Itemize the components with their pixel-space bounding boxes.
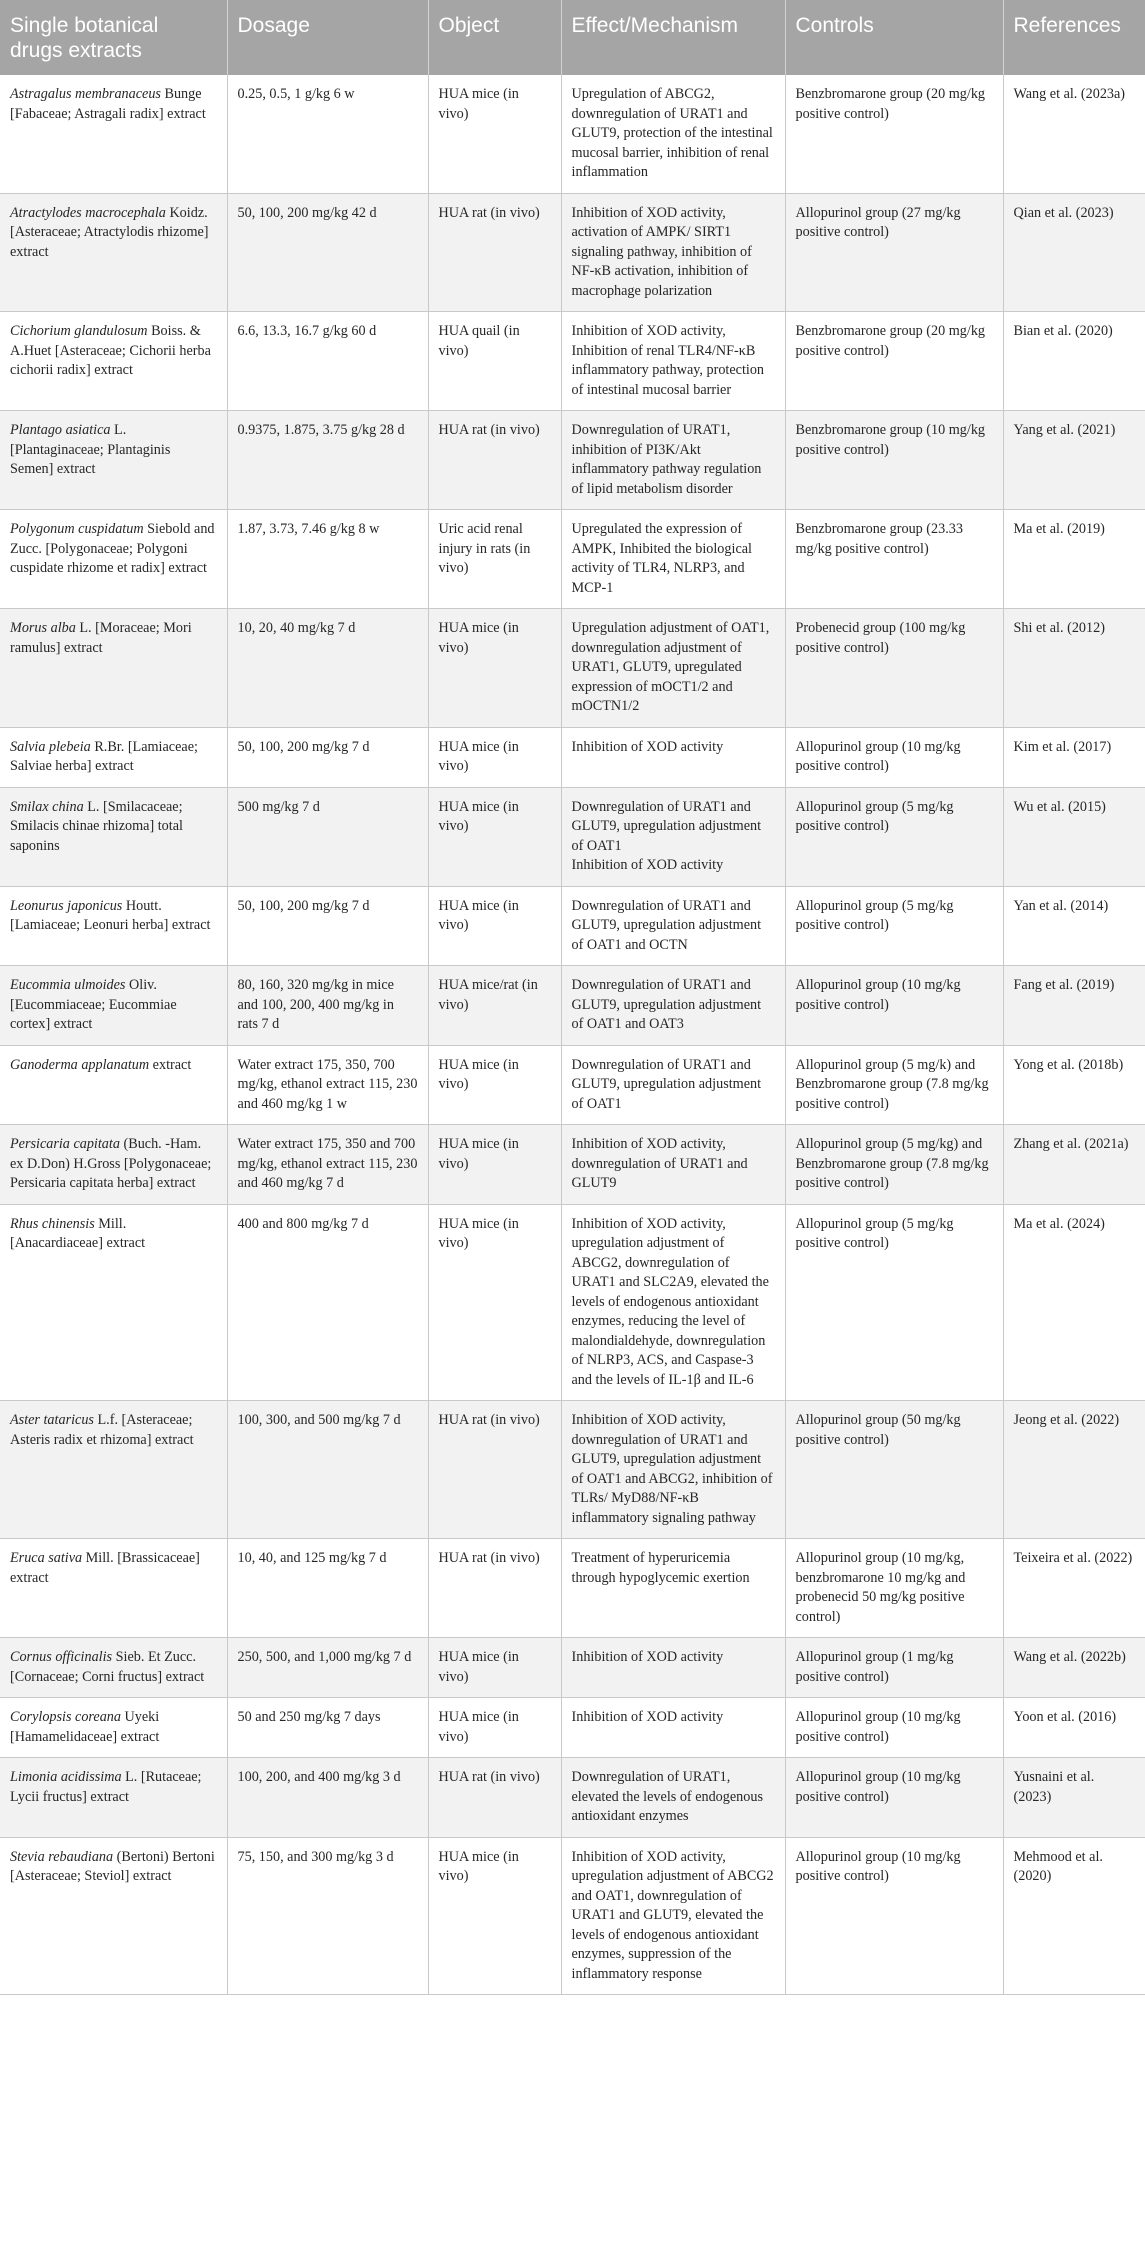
controls-cell: Benzbromarone group (20 mg/kg positive control): [785, 312, 1003, 411]
effect-cell: Inhibition of XOD activity, upregulation adjustment of ABCG2 and OAT1, downregulation of URAT1 and GLUT9, elevated the levels of endogenous antioxidant enzymes, suppression of the inflammatory response: [561, 1837, 785, 1995]
table-row: [0, 75, 1145, 193]
reference-cell: Ma et al. (2019): [1003, 510, 1145, 609]
taxon-name: Persicaria capitata: [10, 1136, 120, 1152]
effect-cell: Inhibition of XOD activity: [561, 1638, 785, 1698]
taxon-name: Polygonum cuspidatum: [10, 521, 144, 537]
object-cell: HUA mice (in vivo): [428, 1125, 561, 1205]
taxon-name: Eruca sativa: [10, 1550, 83, 1566]
object-cell: HUA quail (in vivo): [428, 312, 561, 411]
header-dosage: Dosage: [227, 0, 428, 75]
dosage-cell: 50, 100, 200 mg/kg 42 d: [227, 193, 428, 312]
table-header: [0, 0, 1145, 75]
taxon-name: Cichorium glandulosum: [10, 323, 148, 339]
header-controls: Controls: [785, 0, 1003, 75]
dosage-cell: 500 mg/kg 7 d: [227, 787, 428, 886]
dosage-cell: 100, 200, and 400 mg/kg 3 d: [227, 1758, 428, 1838]
object-cell: HUA mice (in vivo): [428, 609, 561, 728]
effect-cell: Inhibition of XOD activity, downregulation of URAT1 and GLUT9, upregulation adjustment of OAT1 and ABCG2, inhibition of TLRs/ MyD88/NF-κB inflammatory signaling pathway: [561, 1401, 785, 1539]
controls-cell: Allopurinol group (10 mg/kg positive control): [785, 966, 1003, 1046]
dosage-cell: 80, 160, 320 mg/kg in mice and 100, 200, 400 mg/kg in rats 7 d: [227, 966, 428, 1046]
extract-cell: Astragalus membranaceus Bunge [Fabaceae; Astragali radix] extract: [0, 75, 227, 193]
effect-cell: Inhibition of XOD activity, downregulation of URAT1 and GLUT9: [561, 1125, 785, 1205]
controls-cell: Allopurinol group (10 mg/kg, benzbromarone 10 mg/kg and probenecid 50 mg/kg positive control): [785, 1539, 1003, 1638]
dosage-cell: 250, 500, and 1,000 mg/kg 7 d: [227, 1638, 428, 1698]
table-row: [0, 312, 1145, 411]
controls-cell: Allopurinol group (10 mg/kg positive control): [785, 1758, 1003, 1838]
extract-cell: Morus alba L. [Moraceae; Mori ramulus] extract: [0, 609, 227, 728]
extract-cell: Aster tataricus L.f. [Asteraceae; Asteris radix et rhizoma] extract: [0, 1401, 227, 1539]
reference-cell: Yan et al. (2014): [1003, 886, 1145, 966]
table-row: [0, 411, 1145, 510]
reference-cell: Shi et al. (2012): [1003, 609, 1145, 728]
effect-cell: Inhibition of XOD activity, Inhibition of renal TLR4/NF-κB inflammatory pathway, protection of intestinal mucosal barrier: [561, 312, 785, 411]
table-row: [0, 1539, 1145, 1638]
object-cell: HUA rat (in vivo): [428, 1758, 561, 1838]
object-cell: HUA mice (in vivo): [428, 1045, 561, 1125]
effect-cell: Inhibition of XOD activity, upregulation adjustment of ABCG2, downregulation of URAT1 and SLC2A9, elevated the levels of endogenous antioxidant enzymes, reducing the level of malondialdehyde, downregulation of NLRP3, ACS, and Caspase-3 and the levels of IL-1β and IL-6: [561, 1204, 785, 1401]
table-row: [0, 966, 1145, 1046]
taxon-name: Astragalus membranaceus: [10, 86, 161, 102]
effect-cell: [561, 787, 785, 886]
reference-cell: Fang et al. (2019): [1003, 966, 1145, 1046]
taxon-name: Aster tataricus: [10, 1412, 94, 1428]
dosage-cell: 0.9375, 1.875, 3.75 g/kg 28 d: [227, 411, 428, 510]
controls-cell: Allopurinol group (5 mg/k) and Benzbromarone group (7.8 mg/kg positive control): [785, 1045, 1003, 1125]
object-cell: HUA mice (in vivo): [428, 727, 561, 787]
object-cell: HUA rat (in vivo): [428, 1401, 561, 1539]
table-row: [0, 193, 1145, 312]
controls-cell: Benzbromarone group (20 mg/kg positive control): [785, 75, 1003, 193]
table-row: [0, 727, 1145, 787]
reference-cell: Zhang et al. (2021a): [1003, 1125, 1145, 1205]
dosage-cell: 400 and 800 mg/kg 7 d: [227, 1204, 428, 1401]
controls-cell: Allopurinol group (5 mg/kg positive control): [785, 886, 1003, 966]
table-row: [0, 1045, 1145, 1125]
table-row: [0, 886, 1145, 966]
object-cell: HUA mice/rat (in vivo): [428, 966, 561, 1046]
object-cell: HUA rat (in vivo): [428, 1539, 561, 1638]
extract-cell: Salvia plebeia R.Br. [Lamiaceae; Salviae herba] extract: [0, 727, 227, 787]
table-body: [0, 75, 1145, 1995]
extract-cell: Corylopsis coreana Uyeki [Hamamelidaceae] extract: [0, 1698, 227, 1758]
reference-cell: Ma et al. (2024): [1003, 1204, 1145, 1401]
table-row: [0, 1204, 1145, 1401]
table-row: [0, 1125, 1145, 1205]
reference-cell: Jeong et al. (2022): [1003, 1401, 1145, 1539]
reference-cell: Mehmood et al. (2020): [1003, 1837, 1145, 1995]
effect-cell: Inhibition of XOD activity, activation of AMPK/ SIRT1 signaling pathway, inhibition of NF-κB activation, inhibition of macrophage polarization: [561, 193, 785, 312]
taxon-name: Rhus chinensis: [10, 1215, 95, 1232]
reference-cell: Wang et al. (2023a): [1003, 75, 1145, 193]
extract-cell: Polygonum cuspidatum Siebold and Zucc. [Polygonaceae; Polygoni cuspidate rhizome et radix] extract: [0, 510, 227, 609]
extract-cell: Ganoderma applanatum extract: [0, 1045, 227, 1125]
table-row: [0, 510, 1145, 609]
taxon-name: Eucommia ulmoides: [10, 977, 126, 993]
table-row: [0, 1698, 1145, 1758]
table-row: [0, 1758, 1145, 1838]
extract-cell: Eruca sativa Mill. [Brassicaceae] extract: [0, 1539, 227, 1638]
effect-cell: Downregulation of URAT1 and GLUT9, upregulation adjustment of OAT1: [561, 1045, 785, 1125]
effect-cell: Downregulation of URAT1, inhibition of PI3K/Akt inflammatory pathway regulation of lipid metabolism disorder: [561, 411, 785, 510]
extract-cell: Rhus chinensis Mill. [Anacardiaceae] extract: [0, 1204, 227, 1401]
controls-cell: Allopurinol group (1 mg/kg positive control): [785, 1638, 1003, 1698]
table-row: [0, 787, 1145, 886]
extract-cell: Limonia acidissima L. [Rutaceae; Lycii fructus] extract: [0, 1758, 227, 1838]
controls-cell: Benzbromarone group (23.33 mg/kg positive control): [785, 510, 1003, 609]
taxon-name: Leonurus japonicus: [10, 897, 123, 914]
table-row: [0, 1638, 1145, 1698]
header-effect: Effect/Mechanism: [561, 0, 785, 75]
extract-cell: Eucommia ulmoides Oliv. [Eucommiaceae; Eucommiae cortex] extract: [0, 966, 227, 1046]
reference-cell: Yang et al. (2021): [1003, 411, 1145, 510]
dosage-cell: 10, 20, 40 mg/kg 7 d: [227, 609, 428, 728]
effect-cell: Inhibition of XOD activity: [561, 1698, 785, 1758]
header-row: [0, 0, 1145, 75]
header-references: References: [1003, 0, 1145, 75]
taxon-name: Salvia plebeia: [10, 738, 91, 755]
effect-cell: Treatment of hyperuricemia through hypoglycemic exertion: [561, 1539, 785, 1638]
effect-cell: Inhibition of XOD activity: [561, 727, 785, 787]
object-cell: HUA mice (in vivo): [428, 1698, 561, 1758]
controls-cell: Allopurinol group (5 mg/kg) and Benzbromarone group (7.8 mg/kg positive control): [785, 1125, 1003, 1205]
table-row: [0, 1401, 1145, 1539]
extract-cell: Stevia rebaudiana (Bertoni) Bertoni [Asteraceae; Steviol] extract: [0, 1837, 227, 1995]
taxon-name: Ganoderma applanatum: [10, 1056, 150, 1073]
taxon-name: Limonia acidissima: [10, 1769, 122, 1785]
header-object: Object: [428, 0, 561, 75]
effect-cell: Downregulation of URAT1, elevated the levels of endogenous antioxidant enzymes: [561, 1758, 785, 1838]
extract-cell: Plantago asiatica L. [Plantaginaceae; Plantaginis Semen] extract: [0, 411, 227, 510]
extract-cell: Smilax china L. [Smilacaceae; Smilacis chinae rhizoma] total saponins: [0, 787, 227, 886]
dosage-cell: Water extract 175, 350 and 700 mg/kg, ethanol extract 115, 230 and 460 mg/kg 7 d: [227, 1125, 428, 1205]
extract-cell: Cichorium glandulosum Boiss. & A.Huet [Asteraceae; Cichorii herba cichorii radix] extract: [0, 312, 227, 411]
dosage-cell: 100, 300, and 500 mg/kg 7 d: [227, 1401, 428, 1539]
taxon-name: Stevia rebaudiana: [10, 1848, 114, 1865]
dosage-cell: 50 and 250 mg/kg 7 days: [227, 1698, 428, 1758]
taxon-name: Atractylodes macrocephala: [10, 204, 166, 221]
reference-cell: Wang et al. (2022b): [1003, 1638, 1145, 1698]
effect-cell: Downregulation of URAT1 and GLUT9, upregulation adjustment of OAT1 and OCTN: [561, 886, 785, 966]
taxon-name: Plantago asiatica: [10, 422, 111, 438]
reference-cell: Yong et al. (2018b): [1003, 1045, 1145, 1125]
effect-line: Inhibition of XOD activity: [571, 857, 724, 873]
object-cell: HUA mice (in vivo): [428, 886, 561, 966]
dosage-cell: 50, 100, 200 mg/kg 7 d: [227, 886, 428, 966]
reference-cell: Kim et al. (2017): [1003, 727, 1145, 787]
object-cell: HUA mice (in vivo): [428, 1837, 561, 1995]
taxon-name: Cornus officinalis: [10, 1649, 113, 1665]
reference-cell: Qian et al. (2023): [1003, 193, 1145, 312]
object-cell: Uric acid renal injury in rats (in vivo): [428, 510, 561, 609]
extract-cell: Atractylodes macrocephala Koidz. [Asteraceae; Atractylodis rhizome] extract: [0, 193, 227, 312]
object-cell: HUA mice (in vivo): [428, 787, 561, 886]
header-extracts: Single botanical drugs extracts: [0, 0, 227, 75]
object-cell: HUA mice (in vivo): [428, 1638, 561, 1698]
taxon-name: Corylopsis coreana: [10, 1709, 121, 1725]
reference-cell: Wu et al. (2015): [1003, 787, 1145, 886]
dosage-cell: 75, 150, and 300 mg/kg 3 d: [227, 1837, 428, 1995]
object-cell: HUA rat (in vivo): [428, 411, 561, 510]
controls-cell: Allopurinol group (10 mg/kg positive control): [785, 1837, 1003, 1995]
controls-cell: Probenecid group (100 mg/kg positive control): [785, 609, 1003, 728]
controls-cell: Allopurinol group (5 mg/kg positive control): [785, 787, 1003, 886]
reference-cell: Teixeira et al. (2022): [1003, 1539, 1145, 1638]
effect-cell: Upregulation of ABCG2, downregulation of URAT1 and GLUT9, protection of the intestinal mucosal barrier, inhibition of renal inflammation: [561, 75, 785, 193]
object-cell: HUA mice (in vivo): [428, 1204, 561, 1401]
reference-cell: Bian et al. (2020): [1003, 312, 1145, 411]
object-cell: HUA mice (in vivo): [428, 75, 561, 193]
object-cell: HUA rat (in vivo): [428, 193, 561, 312]
effect-cell: Downregulation of URAT1 and GLUT9, upregulation adjustment of OAT1 and OAT3: [561, 966, 785, 1046]
reference-cell: Yoon et al. (2016): [1003, 1698, 1145, 1758]
controls-cell: Allopurinol group (10 mg/kg positive control): [785, 727, 1003, 787]
controls-cell: Allopurinol group (50 mg/kg positive control): [785, 1401, 1003, 1539]
dosage-cell: 50, 100, 200 mg/kg 7 d: [227, 727, 428, 787]
dosage-cell: 0.25, 0.5, 1 g/kg 6 w: [227, 75, 428, 193]
effect-cell: Upregulation adjustment of OAT1, downregulation adjustment of URAT1, GLUT9, upregulated expression of mOCT1/2 and mOCTN1/2: [561, 609, 785, 728]
reference-cell: Yusnaini et al. (2023): [1003, 1758, 1145, 1838]
table-row: [0, 609, 1145, 728]
dosage-cell: 10, 40, and 125 mg/kg 7 d: [227, 1539, 428, 1638]
taxon-name: Smilax china: [10, 798, 84, 815]
effect-line: Downregulation of URAT1 and GLUT9, upregulation adjustment of OAT1: [571, 798, 762, 854]
controls-cell: Benzbromarone group (10 mg/kg positive control): [785, 411, 1003, 510]
controls-cell: Allopurinol group (27 mg/kg positive control): [785, 193, 1003, 312]
dosage-cell: Water extract 175, 350, 700 mg/kg, ethanol extract 115, 230 and 460 mg/kg 1 w: [227, 1045, 428, 1125]
effect-cell: Upregulated the expression of AMPK, Inhibited the biological activity of TLR4, NLRP3, and MCP-1: [561, 510, 785, 609]
table-row: [0, 1837, 1145, 1995]
extract-cell: Leonurus japonicus Houtt. [Lamiaceae; Leonuri herba] extract: [0, 886, 227, 966]
extract-cell: Cornus officinalis Sieb. Et Zucc. [Cornaceae; Corni fructus] extract: [0, 1638, 227, 1698]
extract-cell: Persicaria capitata (Buch. -Ham. ex D.Don) H.Gross [Polygonaceae; Persicaria capitata herba] extract: [0, 1125, 227, 1205]
dosage-cell: 1.87, 3.73, 7.46 g/kg 8 w: [227, 510, 428, 609]
taxon-name: Morus alba: [10, 620, 76, 636]
controls-cell: Allopurinol group (10 mg/kg positive control): [785, 1698, 1003, 1758]
dosage-cell: 6.6, 13.3, 16.7 g/kg 60 d: [227, 312, 428, 411]
controls-cell: Allopurinol group (5 mg/kg positive control): [785, 1204, 1003, 1401]
